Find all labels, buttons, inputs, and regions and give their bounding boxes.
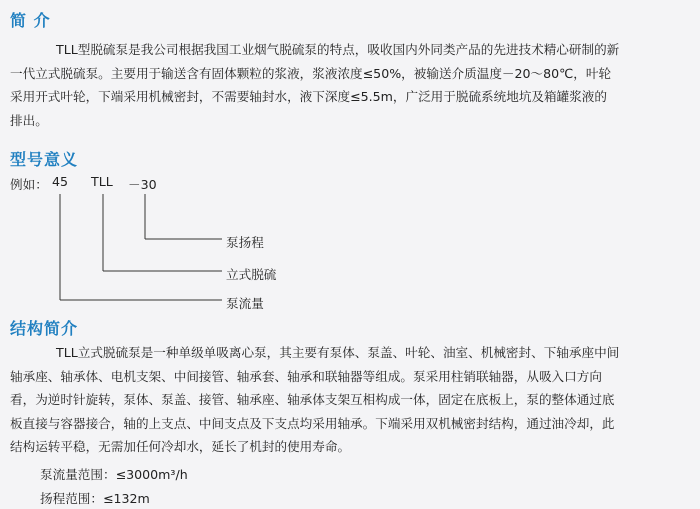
structure-paragraph: [10, 341, 692, 459]
model-part-head: －30: [128, 177, 157, 192]
structure-line: 结构运转平稳，无需加任何冷却水，延长了机封的使用寿命。: [10, 439, 351, 454]
model-part-flow: 45: [52, 174, 69, 189]
intro-paragraph: [10, 38, 692, 132]
structure-line: 轴承座、轴承体、电机支架、中间接管、轴承套、轴承和联轴器等组成。泵采用柱销联轴器，从吸入口方向: [10, 368, 602, 384]
flow-range: 泵流量范围：≤3000m³/h: [40, 467, 188, 482]
intro-line: 采用开式叶轮，下端采用机械密封，不需要轴封水，液下深度≤5.5m，广泛用于脱硫系统地坑及箱罐浆液的: [10, 89, 607, 104]
example-prefix: 例如：: [10, 177, 48, 192]
label-flow: 泵流量: [226, 296, 264, 311]
model-heading: 型号意义: [10, 150, 79, 169]
model-part-type: TLL: [91, 174, 113, 189]
intro-line: 排出。: [10, 112, 48, 128]
head-range: 扬程范围：≤132m: [40, 491, 150, 506]
label-head: 泵扬程: [226, 235, 264, 250]
structure-line: 板直接与容器接合，轴的上支点、中间支点及下支点均采用轴承。下端采用双机械密封结构，通过油冷却，此: [10, 415, 615, 431]
structure-heading: 结构简介: [10, 319, 79, 338]
label-type: 立式脱硫: [226, 267, 277, 282]
intro-line: 一代立式脱硫泵。主要用于输送含有固体颗粒的浆液，浆液浓度≤50%，被输送介质温度－20～80℃，叶轮: [10, 65, 612, 81]
intro-heading: 简 介: [10, 11, 51, 30]
structure-line: TLL立式脱硫泵是一种单级单吸离心泵，其主要有泵体、泵盖、叶轮、油室、机械密封、下轴承座中间: [56, 345, 620, 360]
structure-line: 看，为逆时针旋转，泵体、泵盖、接管、轴承座、轴承体支架互相构成一体，固定在底板上，泵的整体通过底: [10, 392, 615, 407]
intro-line: TLL型脱硫泵是我公司根据我国工业烟气脱硫泵的特点，吸收国内外同类产品的先进技术精心研制的新: [56, 42, 620, 57]
